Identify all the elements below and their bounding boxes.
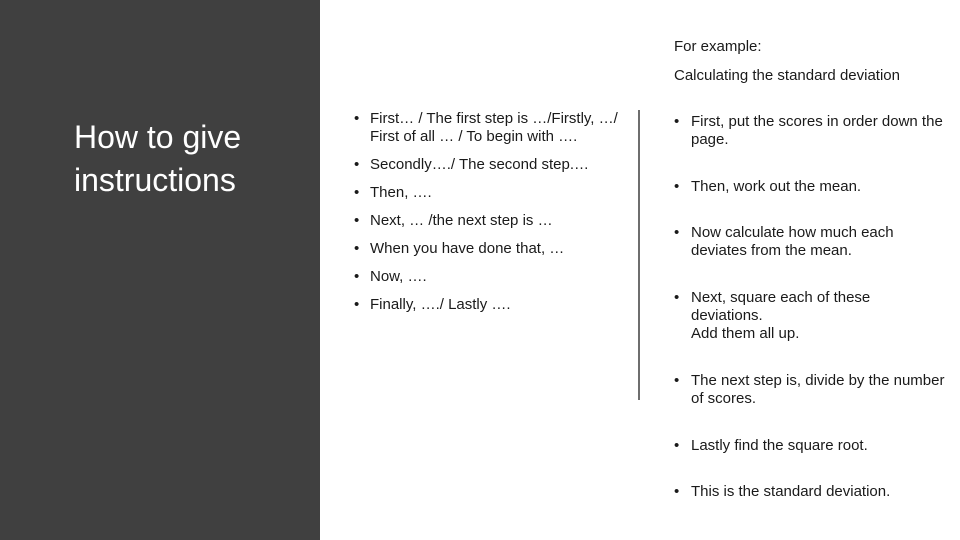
list-item: • First… / The first step is …/Firstly, …/ First of all … / To begin with …. — [352, 110, 622, 146]
step-text: • The next step is, divide by the number of scores. — [691, 372, 945, 407]
column-divider — [638, 110, 640, 400]
step-text: • Now calculate how much each deviates from the mean. — [691, 224, 894, 259]
list-item: • Now, …. — [352, 268, 622, 286]
list-item: • When you have done that, … — [352, 240, 622, 258]
step-text: • Then, work out the mean. — [691, 178, 862, 195]
example-step — [674, 437, 946, 455]
example-step — [674, 224, 946, 260]
step-text: • Lastly find the square root. — [691, 437, 868, 454]
slide-title: How to give instructions — [74, 119, 242, 198]
example-lead: For example: — [674, 38, 762, 55]
list-item: • Secondly…./ The second step.… — [352, 156, 622, 174]
example-step — [674, 113, 946, 149]
list-item: • Finally, …./ Lastly …. — [352, 296, 622, 314]
example-subheading: Calculating the standard deviation — [674, 67, 900, 84]
list-item: • Next, … /the next step is … — [352, 212, 622, 230]
example-step — [674, 483, 946, 501]
example-step — [674, 372, 946, 408]
step-text-continued: Add them all up. — [691, 325, 800, 342]
example-step — [674, 289, 946, 343]
phrase-list — [352, 110, 622, 324]
title-panel — [0, 0, 320, 540]
example-step — [674, 178, 946, 196]
step-text: • This is the standard deviation. — [691, 483, 891, 500]
list-item: • Then, …. — [352, 184, 622, 202]
step-text: • Next, square each of these deviations. — [691, 289, 871, 324]
step-text: • First, put the scores in order down the page. — [691, 113, 943, 148]
